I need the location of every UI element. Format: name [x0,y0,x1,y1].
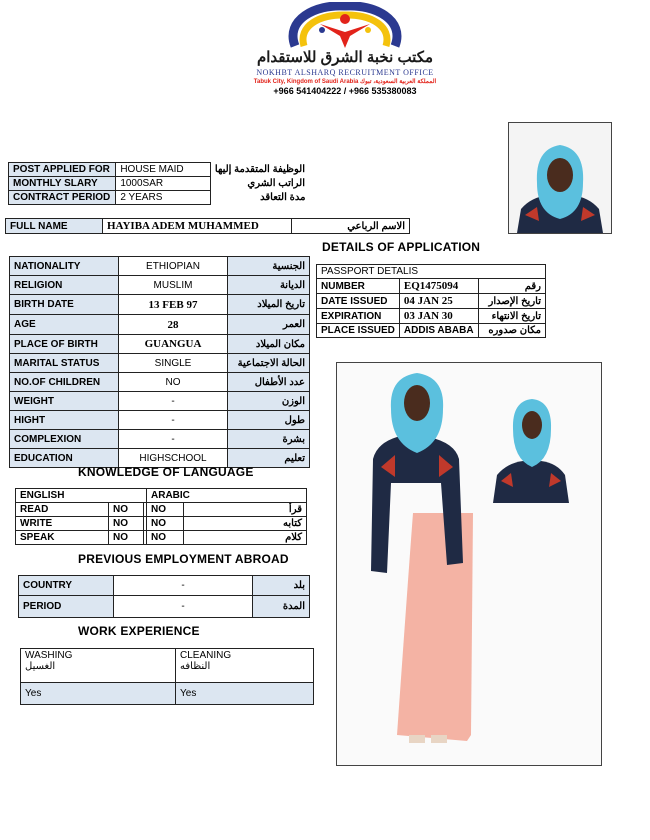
table-row [16,503,307,517]
header-title-en: NOKHBT ALSHARQ RECRUITMENT OFFICE [256,68,434,77]
table-row [16,531,307,545]
language-col-english: ENGLISH [16,489,147,503]
table-row [317,294,546,309]
personal-label: PLACE OF BIRTH [10,335,119,354]
name-label-ar: الاسم الرباعي [292,219,410,234]
employment-value: - [114,596,253,618]
personal-value: - [119,430,228,449]
table-row [16,489,307,503]
full-body-photo [336,362,602,766]
job-value: 2 YEARS [116,191,211,205]
table-row [10,295,310,315]
table-row [6,219,410,234]
employment-label: COUNTRY [19,576,114,596]
language-col-arabic: ARABIC [147,489,307,503]
full-name-value: HAYIBA ADEM MUHAMMED [103,219,292,234]
personal-value: MUSLIM [119,276,228,295]
passport-value: EQ1475094 [399,279,478,294]
name-label: FULL NAME [6,219,103,234]
language-english-value: NO [109,517,144,531]
personal-label: COMPLEXION [10,430,119,449]
personal-label-ar: طول [228,411,310,430]
table-row [317,309,546,324]
experience-cleaning-en: CLEANING [180,650,232,661]
table-row [9,163,310,177]
personal-label: WEIGHT [10,392,119,411]
passport-table [316,264,546,338]
personal-table [9,256,310,468]
passport-label-ar: تاريخ الانتهاء [478,309,545,324]
experience-cleaning-ar: النظافه [180,661,211,672]
language-arabic-value: NO [147,531,184,545]
employment-label-ar: بلد [253,576,310,596]
personal-label-ar: الجنسية [228,257,310,276]
personal-value: 28 [119,315,228,335]
experience-cleaning [176,649,314,683]
header-address: Tabuk City, Kingdom of Saudi Arabia المملكة العربية السعودية، تبوك [253,79,437,85]
experience-heading: WORK EXPERIENCE [78,624,200,638]
language-english-value: NO [109,503,144,517]
language-arabic-value: NO [147,517,184,531]
passport-value: 03 JAN 30 [399,309,478,324]
language-heading: KNOWLEDGE OF LANGUAGE [78,465,254,479]
passport-value: 04 JAN 25 [399,294,478,309]
details-heading: DETAILS OF APPLICATION [322,240,481,254]
table-row [317,265,546,279]
table-row [10,430,310,449]
name-table [5,218,410,234]
employment-table [18,575,310,618]
experience-washing-value: Yes [21,683,176,705]
personal-label-ar: الحالة الاجتماعية [228,354,310,373]
employment-label-ar: المدة [253,596,310,618]
job-label-ar: مدة التعاقد [210,191,309,205]
language-skill: READ [16,503,109,517]
personal-label-ar: الوزن [228,392,310,411]
table-row [317,279,546,294]
table-row [10,257,310,276]
table-row [10,373,310,392]
portrait-photo-small [508,122,612,234]
job-table [8,162,310,205]
personal-value: NO [119,373,228,392]
table-row [317,324,546,338]
job-label: POST APPLIED FOR [9,163,116,177]
personal-value: - [119,392,228,411]
table-row [10,411,310,430]
passport-label-ar: تاريخ الإصدار [478,294,545,309]
job-label-ar: الوظيفة المتقدمة إليها [210,163,309,177]
passport-label: EXPIRATION [317,309,400,324]
language-arabic-value: NO [147,503,184,517]
language-table [15,488,307,545]
personal-label-ar: عدد الأطفال [228,373,310,392]
personal-value: SINGLE [119,354,228,373]
experience-table [20,648,314,705]
table-row [10,392,310,411]
passport-label: NUMBER [317,279,400,294]
personal-label-ar: مكان الميلاد [228,335,310,354]
experience-washing-ar: الغسيل [25,661,56,672]
table-row [9,191,310,205]
language-skill-ar: كتابه [184,517,307,531]
passport-value: ADDIS ABABA [399,324,478,338]
table-row [16,517,307,531]
job-label: CONTRACT PERIOD [9,191,116,205]
personal-label: RELIGION [10,276,119,295]
personal-label: AGE [10,315,119,335]
job-label: MONTHLY SLARY [9,177,116,191]
employment-label: PERIOD [19,596,114,618]
header-phones: +966 541404222 / +966 535380083 [273,86,417,96]
language-english-value: NO [109,531,144,545]
personal-label: NATIONALITY [10,257,119,276]
table-row [10,276,310,295]
header [200,2,490,98]
experience-washing-en: WASHING [25,650,73,661]
passport-label: PLACE ISSUED [317,324,400,338]
personal-label: NO.OF CHILDREN [10,373,119,392]
personal-label-ar: بشرة [228,430,310,449]
personal-label-ar: تاريخ الميلاد [228,295,310,315]
personal-label: HIGHT [10,411,119,430]
table-row [9,177,310,191]
table-row [10,315,310,335]
personal-label-ar: الديانة [228,276,310,295]
language-skill-ar: قرأ [184,503,307,517]
table-row [10,335,310,354]
passport-label: DATE ISSUED [317,294,400,309]
job-value: HOUSE MAID [116,163,211,177]
personal-value: GUANGUA [119,335,228,354]
personal-label: MARITAL STATUS [10,354,119,373]
personal-value: 13 FEB 97 [119,295,228,315]
personal-label: BIRTH DATE [10,295,119,315]
table-row [19,576,310,596]
language-skill: SPEAK [16,531,109,545]
personal-label-ar: العمر [228,315,310,335]
passport-label-ar: مكان صدوره [478,324,545,338]
job-label-ar: الراتب الشري [210,177,309,191]
experience-washing [21,649,176,683]
personal-value: HIGHSCHOOL [119,449,228,468]
language-skill: WRITE [16,517,109,531]
passport-title: PASSPORT DETALIS [317,265,546,279]
language-skill-ar: كلام [184,531,307,545]
job-value: 1000SAR [116,177,211,191]
personal-label-ar: تعليم [228,449,310,468]
header-title-ar: مكتب نخبة الشرق للاستقدام [256,49,434,66]
experience-cleaning-value: Yes [176,683,314,705]
personal-value: ETHIOPIAN [119,257,228,276]
employment-value: - [114,576,253,596]
personal-label: EDUCATION [10,449,119,468]
table-row [10,354,310,373]
personal-value: - [119,411,228,430]
table-row [21,649,314,683]
passport-label-ar: رقم [478,279,545,294]
table-row [21,683,314,705]
employment-heading: PREVIOUS EMPLOYMENT ABROAD [78,552,289,566]
table-row [19,596,310,618]
